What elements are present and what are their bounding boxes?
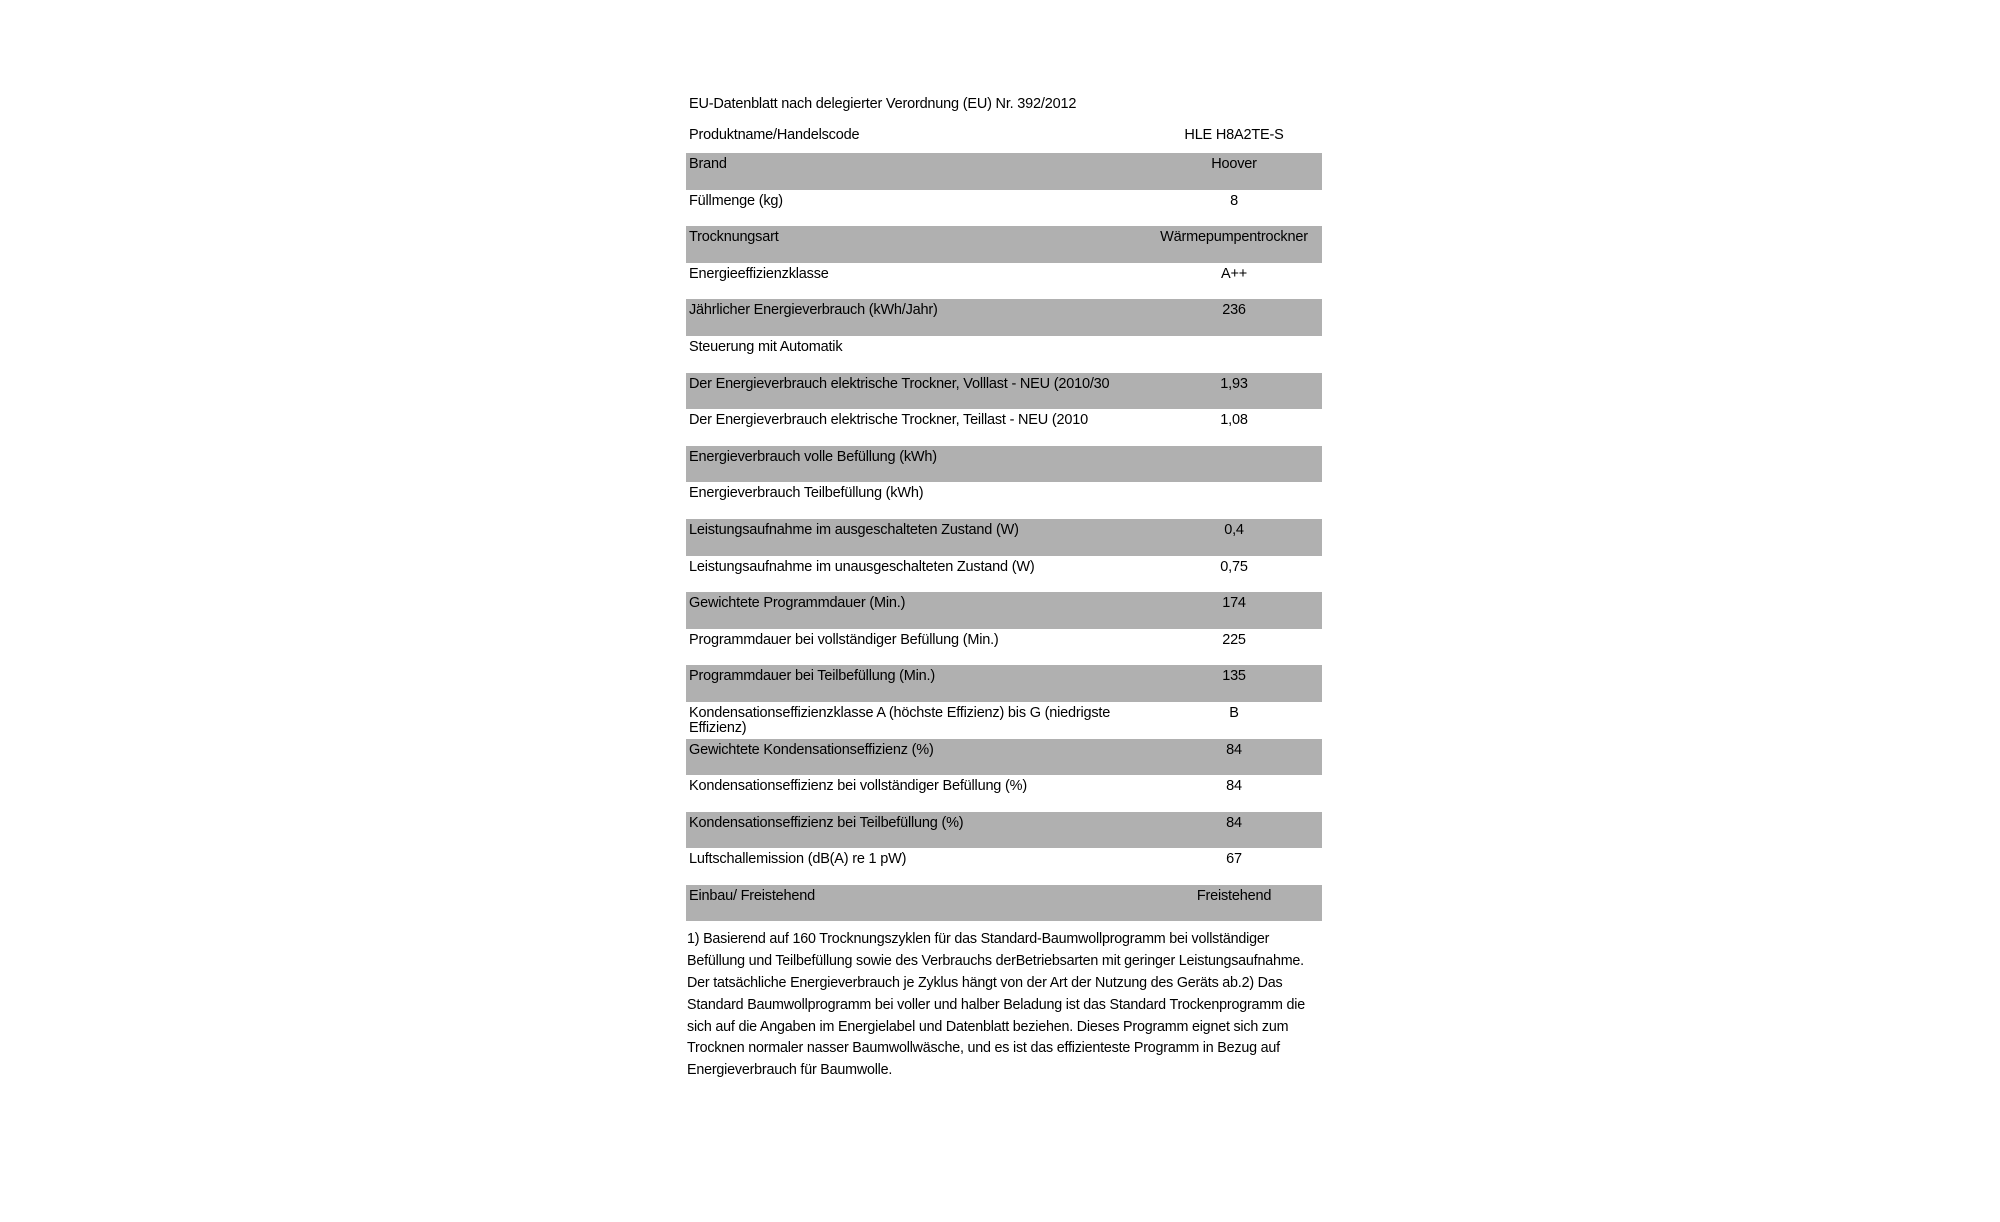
row-value: 84 [1226, 778, 1242, 795]
row-label: Jährlicher Energieverbrauch (kWh/Jahr) [689, 302, 938, 319]
row-value: Freistehend [1196, 887, 1272, 904]
row-label: Einbau/ Freistehend [689, 887, 815, 904]
spec-table [686, 153, 1322, 921]
row-value: 8 [1230, 192, 1238, 209]
row-label: Brand [689, 156, 727, 172]
row-label: Kondensationseffizienz bei Teilbefüllung (%) [689, 814, 964, 831]
row-value: 1,08 [1220, 412, 1248, 429]
row-value: 174 [1222, 595, 1246, 612]
row-label: Programmdauer bei vollständiger Befüllung (Min.) [689, 631, 999, 648]
table-row [686, 592, 1322, 629]
row-label: Leistungsaufnahme im ausgeschalteten Zustand (W) [689, 521, 1019, 538]
footnote: 1) Basierend auf 160 Trocknungszyklen für das Standard-Baumwollprogramm bei vollständiger Befüllung und Teilbefüllung sowie des Verbrauchs derBetriebsarten mit geringer Leistungsaufnahme. Der tatsächliche Energieverbrauch je Zyklus hängt von der Art der Nutzung des Geräts ab.2) Das Standard Baumwollprogramm bei voller und halber Beladung ist das Standard Trockenprogramm die sich auf die Angaben im Energielabel und Datenblatt beziehen. Dieses Programm eignet sich zum Trocknen normaler nasser Baumwollwäsche, und es ist das effizienteste Programm in Bezug auf Energieverbrauch für Baumwolle. [687, 931, 1305, 1079]
table-row [686, 885, 1322, 922]
row-label: Programmdauer bei Teilbefüllung (Min.) [689, 668, 936, 685]
row-value: 225 [1222, 631, 1246, 648]
table-row [686, 519, 1322, 556]
row-value: B [1229, 704, 1239, 721]
row-value: 236 [1222, 302, 1246, 319]
row-value: 0,75 [1220, 558, 1248, 575]
product-row [686, 122, 1322, 153]
row-value [1146, 336, 1322, 373]
row-label: Füllmenge (kg) [689, 192, 783, 209]
table-row [686, 629, 1322, 666]
row-value: A++ [1220, 265, 1247, 282]
datasheet [686, 91, 1322, 1082]
row-label: Steuerung mit Automatik [689, 338, 843, 355]
document-title: EU-Datenblatt nach delegierter Verordnung (EU) Nr. 392/2012 [689, 96, 1077, 112]
row-value [1146, 446, 1322, 483]
table-row [686, 556, 1322, 593]
table-row [686, 336, 1322, 373]
table-row [686, 775, 1322, 812]
table-row [686, 848, 1322, 885]
table-row [686, 482, 1322, 519]
row-value: 84 [1226, 741, 1242, 758]
row-label: Energieverbrauch volle Befüllung (kWh) [689, 448, 937, 465]
row-label: Energieverbrauch Teilbefüllung (kWh) [689, 485, 924, 502]
row-label: Luftschallemission (dB(A) re 1 pW) [689, 851, 907, 868]
table-row [686, 812, 1322, 849]
table-row [686, 263, 1322, 300]
product-label: Produktname/Handelscode [689, 127, 860, 143]
row-label: Kondensationseffizienz bei vollständiger Befüllung (%) [689, 778, 1027, 795]
table-row [686, 446, 1322, 483]
row-label: Energieeffizienzklasse [689, 265, 829, 282]
table-row [686, 409, 1322, 446]
row-value: 1,93 [1220, 375, 1248, 392]
table-row [686, 190, 1322, 227]
table-row [686, 739, 1322, 776]
row-label: Kondensationseffizienzklasse A (höchste Effizienz) bis G (niedrigste Effizienz) [689, 704, 1111, 736]
table-row [686, 665, 1322, 702]
row-value: 67 [1226, 851, 1242, 868]
row-label: Gewichtete Programmdauer (Min.) [689, 595, 906, 612]
table-row [686, 226, 1322, 263]
row-label: Leistungsaufnahme im unausgeschalteten Zustand (W) [689, 558, 1035, 575]
table-row [686, 153, 1322, 190]
table-row [686, 702, 1322, 739]
row-value: 135 [1222, 668, 1246, 685]
row-value: Hoover [1211, 156, 1257, 172]
table-row [686, 299, 1322, 336]
product-value: HLE H8A2TE-S [1184, 127, 1284, 143]
row-value: Wärmepumpentrockner [1160, 229, 1308, 246]
row-value: 84 [1226, 814, 1242, 831]
row-label: Trocknungsart [689, 229, 779, 246]
table-row [686, 373, 1322, 410]
row-label: Der Energieverbrauch elektrische Trockner, Volllast - NEU (2010/30 [689, 375, 1110, 392]
row-value: 0,4 [1224, 521, 1244, 538]
row-label: Der Energieverbrauch elektrische Trockner, Teillast - NEU (2010 [689, 412, 1088, 429]
row-value [1146, 482, 1322, 519]
row-label: Gewichtete Kondensationseffizienz (%) [689, 741, 934, 758]
